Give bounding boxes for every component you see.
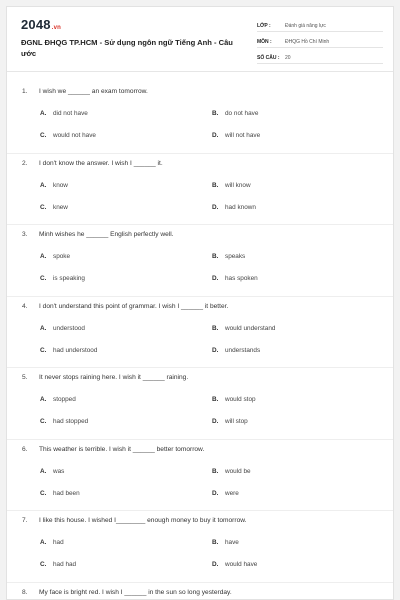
- option-b[interactable]: B. would be: [212, 467, 251, 475]
- question-number: 1.: [22, 88, 28, 95]
- option-b[interactable]: B. do not have: [212, 110, 259, 117]
- option-a[interactable]: A. spoke: [40, 253, 71, 260]
- question-number: 8.: [22, 588, 28, 596]
- question-text: Minh wishes he ______ English perfectly well.: [39, 231, 174, 238]
- question-item: [7, 368, 394, 440]
- option-a[interactable]: A. know: [40, 181, 68, 189]
- logo-main: 2048: [21, 17, 51, 32]
- question-number: 2.: [22, 159, 28, 167]
- option-d[interactable]: D. understands: [212, 346, 261, 354]
- option-a[interactable]: A. was: [40, 467, 65, 475]
- question-number: 5.: [22, 374, 28, 381]
- header-divider: [7, 71, 394, 72]
- option-c[interactable]: C. is speaking: [40, 275, 85, 282]
- meta-value: 20: [285, 55, 291, 61]
- site-logo[interactable]: [21, 17, 61, 32]
- question-item: [7, 440, 394, 512]
- meta-label: SỐ CÂU :: [257, 55, 280, 61]
- question-item: [7, 82, 394, 154]
- question-stem: [22, 160, 163, 167]
- meta-value: Đánh giá năng lực: [285, 23, 326, 29]
- question-text: My face is bright red. I wish I ______ in the sun so long yesterday.: [39, 588, 232, 596]
- exam-header: [7, 7, 394, 71]
- option-b[interactable]: B. will know: [212, 181, 251, 189]
- option-c[interactable]: C. had understood: [40, 346, 98, 354]
- question-text: It never stops raining here. I wish it ______ raining.: [39, 374, 189, 381]
- option-c[interactable]: C. had stopped: [40, 418, 89, 425]
- question-item: [7, 583, 394, 600]
- meta-row-class: [257, 19, 383, 32]
- question-number: 7.: [22, 517, 28, 524]
- question-item: [7, 297, 394, 369]
- meta-row-subject: [257, 35, 383, 48]
- option-d[interactable]: D. had known: [212, 203, 256, 211]
- question-stem: [22, 374, 188, 381]
- option-c[interactable]: C. had been: [40, 489, 80, 497]
- question-number: 6.: [22, 445, 28, 453]
- question-text: I wish we ______ an exam tomorrow.: [39, 88, 148, 95]
- exam-page: [6, 6, 394, 600]
- exam-title: ĐGNL ĐHQG TP.HCM - Sử dụng ngôn ngữ Tiếng Anh - Câu ước: [21, 38, 233, 58]
- question-text: I like this house. I wished I________ enough money to buy it tomorrow.: [39, 517, 247, 524]
- option-c[interactable]: C. knew: [40, 203, 68, 211]
- question-stem: [22, 517, 246, 524]
- option-b[interactable]: B. have: [212, 539, 239, 546]
- option-d[interactable]: D. will not have: [212, 132, 261, 139]
- question-text: I don't know the answer. I wish I ______ it.: [39, 159, 163, 167]
- option-b[interactable]: B. would understand: [212, 324, 276, 332]
- option-a[interactable]: A. understood: [40, 324, 85, 332]
- meta-row-count: [257, 51, 383, 64]
- option-d[interactable]: D. will stop: [212, 418, 248, 425]
- option-b[interactable]: B. would stop: [212, 396, 256, 403]
- option-a[interactable]: A. had: [40, 539, 64, 546]
- meta-label: MÔN :: [257, 39, 272, 45]
- option-d[interactable]: D. were: [212, 489, 239, 497]
- question-text: This weather is terrible. I wish it ______ better tomorrow.: [39, 445, 205, 453]
- question-number: 4.: [22, 302, 28, 310]
- question-stem: [22, 303, 228, 310]
- meta-value: ĐHQG Hồ Chí Minh: [285, 39, 330, 45]
- question-stem: [22, 231, 174, 238]
- question-item: [7, 154, 394, 226]
- exam-meta: [257, 19, 383, 67]
- option-b[interactable]: B. speaks: [212, 253, 246, 260]
- question-number: 3.: [22, 231, 28, 238]
- question-stem: [22, 589, 232, 596]
- option-d[interactable]: D. would have: [212, 561, 258, 568]
- option-d[interactable]: D. has spoken: [212, 275, 258, 282]
- question-stem: [22, 446, 204, 453]
- option-c[interactable]: C. would not have: [40, 132, 96, 139]
- option-c[interactable]: C. had had: [40, 561, 77, 568]
- question-list: [7, 82, 394, 600]
- meta-label: LỚP :: [257, 23, 271, 29]
- question-text: I don't understand this point of grammar. I wish I ______ it better.: [39, 302, 229, 310]
- question-item: [7, 511, 394, 583]
- question-item: [7, 225, 394, 297]
- option-a[interactable]: A. stopped: [40, 396, 76, 403]
- question-stem: [22, 88, 148, 95]
- logo-suffix: .vn: [51, 25, 62, 31]
- option-a[interactable]: A. did not have: [40, 110, 88, 117]
